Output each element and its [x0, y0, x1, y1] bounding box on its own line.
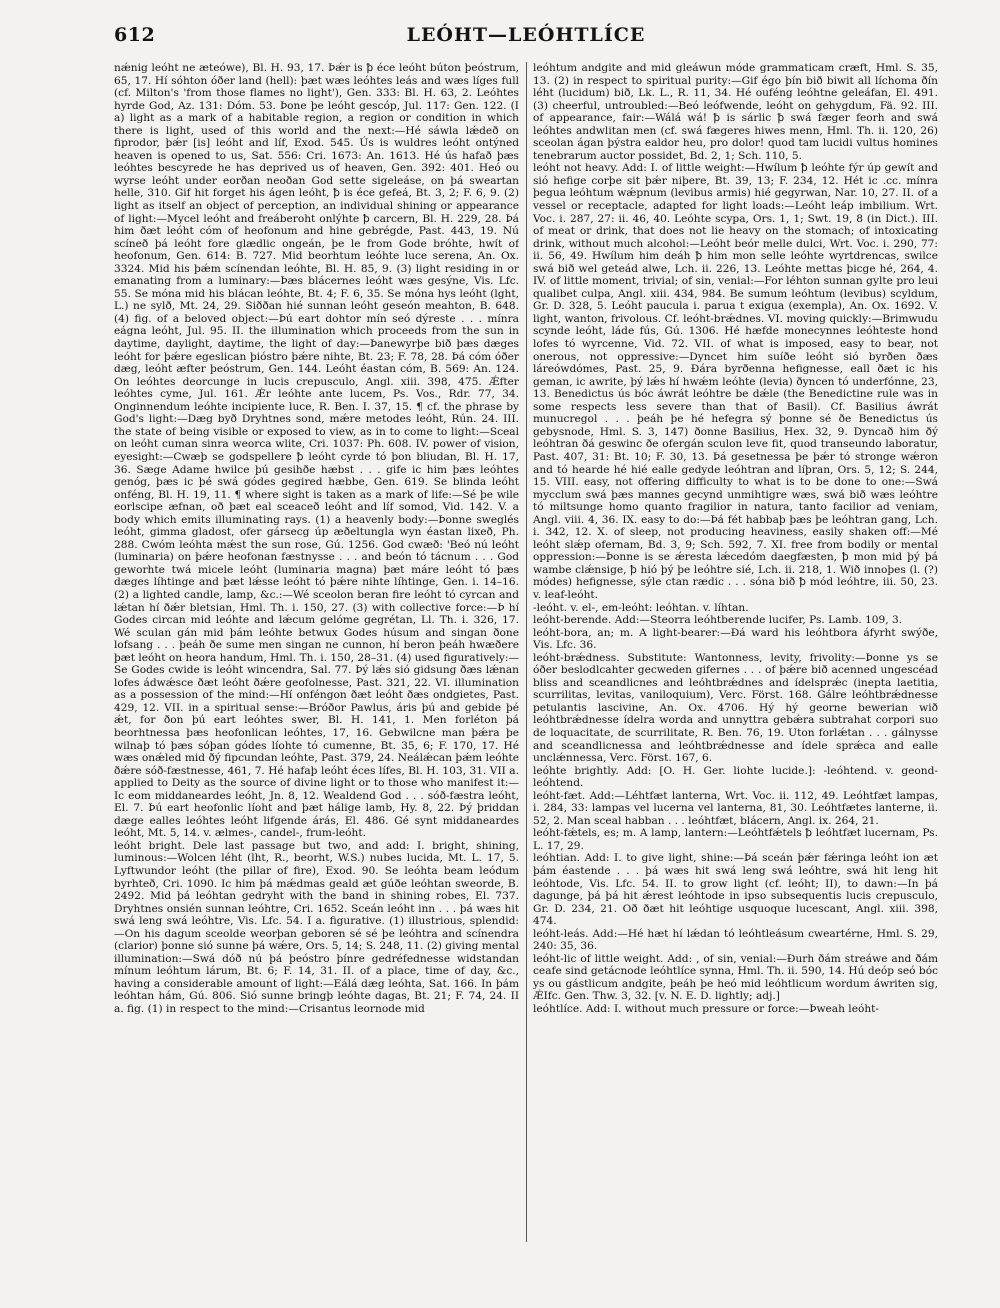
- entry-leohtlice: leóhtlíce. Add: I. without much pressure or force:—Þweah leóht-: [533, 1003, 879, 1016]
- entry-leoht-faet: leóht-fæt. Add:—Léhtfæt lanterna, Wrt. Voc. ii. 112, 49. Leóhtfæt lampas, i. 284, 33: lampas vel lucerna vel lanterna, 81, 30. Leóhtfætes lanterne, ii. 52, 2. Man sceal habban . . . leóhtfæt, blácern, Angl. ix. 264, 21.: [533, 789, 938, 827]
- entry-text: nǽnig leóht ne æteówe), Bl. H. 93, 17. Þǽr is ꝥ éce leóht búton þeóstrum, 65, 17. Hí sóhton óðer land (hell): þæt wæs leóhtes leás and wæs líges full (cf. Milton's 'from those flames no light'), Gen. 333: Bl. H. 63, 2. Leóhtes hyrde God, Az. 131: Dóm. 53. Þone þe leóht gescóp, Jul. 117: Gen. 122. (I a) light as a mark of a habitable region, a region or condition in which there is light, used of this world and the next:—Hé sáwla lǽdeð on fiprodor, þǽr [is] leóht and líf, Exod. 545. Ús is wuldres leóht ontýned heaven is opened to us, Sat. 556: Cri. 1673: An. 1613. Hé ús hafað þæs leóhtes bescyrede he has deprived us of heaven, Gen. 392: 401. Heó ou wyrse leóht under eorðan neoðan God sette sigeleáse, on þá sweartan helle, 310. Gif hit forget his ágen leóht, ꝥ is éce gefeá, Bt. 3, 2; F. 6, 9. (2) light as itself an object of perception, an individual shining or appearance of light:—Mycel leóht and freáberoht onlýhte ꝥ carcern, Bl. H. 229, 28. Þá him ðæt leóht cóm of heofonum and hine gebrégde, Past. 443, 19. Nú scíneð þá leóht fore glædlic ongeán, þe le from Gode bróhte, hwít of heofonum, Gen. 614: B. 727. Mid beorhtum leóhte luce serena, An. Ox. 3324. Mid his þǽm scínendan leóhte, Bl. H. 85, 9. (3) light residing in or emanating from a luminary:—Þæs blácernes leóht wæs gesýne, Vis. Lfc. 55. Se móna mid his blácan leóhte, Bt. 4; F. 6, 35. Se móna hys leóht (lght, L.) ne sylð, Mt. 24, 29. Siððan hié sunnan leóht geseón meahton, B. 648. (4) fig. of a beloved object:—Þú eart dohtor mín seó dýreste . . . mínra eágna leóht, Jul. 95. II. the illumination which proceeds from the sun in daytime, daylight, daytime, the light of day:—Þanewyrþe bið þæs dæges leóht for þǽre egeslican þióstro þǽre nihte, Bt. 23; F. 78, 28. Þá cóm óðer dæg, leóht æfter þeóstrum, Gen. 144. Leóht éastan cóm, B. 569: An. 124. On leóhtes deorcunge in lucis crepusculo, Angl. xiii. 398, 475. Ǽfter leóhtes cyme, Jul. 161. Ǽr leóhte ante lucem, Ps. Vos., Rdr. 77, 34. Onginnendum leóhte incipiente luce, R. Ben. I. 37, 15. ¶ cf. the phrase by God's light:—Dæg byð Dryhtnes sond, mǽre metodes leóht, Rún. 24. III. the state of being visible or exposed to view, as in to come to light:—Sceal on leóht cuman sinra weorca wlite, Cri. 1037: Ph. 608. IV. power of vision, eyesight:—Cwæþ se godspellere ꝥ leóht cyrde tó þon bliudan, Bl. H. 17, 36. Sæge Adame hwilce þú gesihðe hæbst . . . gife ic him þæs leóhtes genóg, þæs ic þé swá gódes gegired hæbbe, Gen. 619. Se blinda leóht onféng, Bl. H. 19, 11. ¶ where sight is taken as a mark of life:—Sé þe wile eorlscipe æfnan, oð þæt eal sceaceð leóht and líf somod, Vid. 142. V. a body which emits illuminating rays. (1) a heavenly body:—Þonne sweglés leóht, gimma gladost, ofer gársecg úp æðeltungla wyn éastan lixeð, Ph. 288. Cwóm leóhta mǽst the sun rose, Gú. 1256. God cwæð: 'Beó nú leóht (luminaria) on þǽre heofonan fæstnysse . . . and beón tó tácnum . . . God geworhte twá micele leóht (luminaria magna) þæt máre leóht tó þæs dæges líhtinge and þæt lǽsse leóht tó þǽre nihte líhtinge, Gen. i. 14–16. (2) a lighted candle, lamp, &c.:—Wé sceolon beran fire leóht tó cyrcan and lǽtan hí ðǽr bletsian, Hml. Th. i. 150, 27. (3) with collective force:—Þ hí Godes circan mid leóhte and lǽcum gelóme gegrétan, Ll. Th. i. 326, 17. Wé sculan gán mid þám leóhte betwux Godes húsum and singan ðone lofsang . . . þeáh ðe sume men singan ne cunnon, hí beron þeáh hwæðere þæt leóht on heora handum, Hml. Th. i. 150, 28–31. (4) used figuratively:—Se Godes cwide is leóht wincendra, Sal. 77. Þý lǽs sió gidsung ðæs lǽnan lofes ádwǽsce ðæt leóht ðǽre geofolnesse, Past. 321, 22. VI. illumination as a possession of the mind:—Hí onféngon ðæt leóht ðæs ondgietes, Past. 429, 12. VII. in a spiritual sense:—Bróðor Pawlus, áris þú and gebide þé ǽt, for ðon þú eart leóhtes swer, Bl. H. 141, 1. Men forléton þá beorhtnessa þæs heofonlican leóhtes, 17, 16. Gebwilcne man þǽra þe wilnaþ tó þæs sóþan gódes líohte tó cumenne, Bt. 35, 6; F. 170, 17. Hé wæs onǽled mid ðý fipcundan leóhte, Past. 379, 24. Neálǽcan þǽm leóhte ðǽre sóð-fæstnesse, 461, 7. Hé hafaþ leóht éces lífes, Bl. H. 103, 31. VII a. applied to Deity as the source of divine light or to those who manifest it:—Ic eom middaneardes leóht, Jn. 8, 12. Wealdend God . . . sóð-fæstra leóht, El. 7. Þú eart heofonlic líoht and þæt hálige lamb, Hy. 8, 22. Þý þriddan dæge ealles leóhtes leóht lifgende árás, El. 486. Gé synt middaneardes leóht, Mt. 5, 14. v. ælmes-, candel-, frum-leóht.: [114, 62, 519, 840]
- page-number: 612: [114, 24, 156, 46]
- entry-leoht-leas: leóht-leás. Add:—Hé hæt hí lǽdan tó leóhtleásum cweartérne, Hml. S. 29, 240: 35, 36.: [533, 927, 938, 953]
- entry-leoht-bright: leóht bright. Dele last passage but two, and add: I. bright, shining, luminous:—Wolcen léht (lht, R., beorht, W.S.) nubes lucida, Mt. L. 17, 5. Lyftwundor leóht (the pillar of fire), Exod. 90. Se leóhta beam leódum byrhteð, Cri. 1090. Ic him þá mǽdmas geald æt gúðe leóhtan sweorde, B. 2492. Mid þá leóhtan gedryht with the band in shining robes, El. 737. Dryhtnes onsién sunnan leóhtre, Cri. 1652. Sceán leóht inn . . . þá wæs hit swá leng swá leóhtre, Vis. Lfc. 54. I a. figurative. (1) illustrious, splendid:—On his dagum sceolde weorþan geboren sé sé þe leóhtra and scínendra (clarior) þonne sió sunne þá wǽre, Ors. 5, 14; S. 248, 11. (2) giving mental illumination:—Swá dóð nú þá þeóstro þínre gedréfednesse widstandan mínum leóhtum lárum, Bt. 6; F. 14, 31. II. of a place, time of day, &c., having a considerable amount of light:—Eálá dæg leóhta, Sat. 166. In þám leóhtan hám, Gú. 806. Sió sunne bringþ leóhte dagas, Bt. 21; F. 74, 24. II a. fig. (1) in respect to the mind:—Crisantus leornode mid: [114, 839, 519, 1016]
- entry-leoht-suffix: -leóht. v. el-, em-leóht: leóhtan. v. líhtan.: [533, 601, 749, 614]
- entry-leoht-berende: leóht-berende. Add:—Steorra leóhtberende lucifer, Ps. Lamb. 109, 3.: [533, 614, 903, 627]
- entry-leoht-bora: leóht-bora, an; m. A light-bearer:—Ðá ward his leóhtbora áfyrht swýðe, Vis. Lfc. 36.: [533, 626, 938, 652]
- entry-leohte: leóhte brightly. Add: [O. H. Ger. liohte lucide.]: -leóhtend. v. geond-leóhtend.: [533, 764, 938, 790]
- entry-leoht-lic: leóht-lic of little weight. Add: , of sin, venial:—Ðurh ðám streáwe and ðám ceafe sind getácnode leóhtlíce synna, Hml. Th. ii. 590, 14. Hú deóp seó bóc ys ou gástlicum andgite, þeáh þe heó mid leóhtlicum wordum áwriten sig, ǼIfc. Gen. Thw. 3, 32. [v. N. E. D. lightly; adj.]: [533, 952, 938, 1003]
- entry-leoht-faetels: leóht-fǽtels, es; m. A lamp, lantern:—Leóhtfǽtels ꝥ leóhtfæt lucernam, Ps. L. 17, 29.: [533, 827, 938, 852]
- left-column: [114, 62, 519, 1242]
- entry-leohtian: leóhtian. Add: I. to give light, shine:—Þá sceán þǽr fǽringa leóht ion æt þám éastende . . . þá wæs hit swá leng swá leóhtre, swá hit leng hit leóhtode, Vis. Lfc. 54. II. to grow light (cf. leóht; II), to dawn:—In þá dagunge, þá þá hit ǽrest leóhtode in ipso subsequentis lucis crepusculo, Gr. D. 234, 21. Oð ðæt hit leóhtige usquoque lucescant, Angl. xiii. 398, 474.: [533, 852, 938, 928]
- right-column: [533, 62, 938, 1242]
- entry-leoht-not-heavy: leóht not heavy. Add: I. of little weight:—Hwílum ꝥ leóhte fýr úp gewít and sió hefige corþe sit þǽr niþere, Bt. 39, 13; F. 234, 12. Hét ic .cc. mínra þegua leóhtum wǽpnum (levibus armis) hié gegyrwan, Nar. 10, 27. II. of a vessel or receptacle, adapted for light loads:—Leóht leáp imbilium. Wrt. Voc. i. 287, 27: ii. 46, 40. Leóhte scypa, Ors. 1, 1; Swt. 19, 8 (in Dict.). III. of meat or drink, that does not lie heavy on the stomach; of intoxicating drink, without much alcohol:—Leóht beór melle dulci, Wrt. Voc. i. 290, 77: ii. 56, 49. Hwílum him deáh ꝥ him mon selle leóhte wyrtdrencas, swilce swá bið wel geteád alwe, Lch. ii. 226, 13. Leóhte mettas þicge hé, 264, 4. IV. of little moment, trivial; of sin, venial:—For léhton sunnan gylte pro leui qualibet culpa, Angl. xiii. 434, 984. Be sumum leóhtum (levibus) scyldum, Gr. D. 328, 5. Leóht paucula i. parua t exigua (exempla), An. Ox. 1692. V. light, wanton, frivolous. Cf. leóht-brǽdnes. VI. moving quickly:—Brimwudu scynde leóht, láde fús, Gú. 1306. Hé hæfde monecynnes leóhteste hond lofes tó wyrcenne, Vid. 72. VII. of what is imposed, easy to bear, not onerous, not oppressive:—Dyncet him suíðe leóht sió byrðen ðæs láreówdómes, Past. 25, 9. Ðára byrðenna hefignesse, eall ðæt ic his geman, ic awrite, þý lǽs hí hwǽm leóhte (levia) ðyncen tó underfónne, 23, 13. Benedictus ús bóc áwrát leóhtre be dǽle (the Benedictine rule was in some respects less severe than that of Basil). Cf. Basilius áwrát munucregol . . . þeáh þe hé hefegra sý þonne sé ðe Benedictus ús gebysnode, Hml. S. 3, 147) ðonne Basilius, Hex. 32, 9. Dyncað him ðý leóhtran ðá geswinc ðe ofergán sculon leve fit, quod transeundo laboratur, Past. 407, 31: Bt. 10; F. 30, 13. Þá gesetnessa þe þǽr tó stronge wǽron and tó hearde hé hié ealle gedyde leóhtran and líþran, Ors. 5, 12; S. 244, 15. VIII. easy, not offering difficulty to what is to be done to one:—Swá mycclum swá þæs mannes gecynd unmihtigre wæs, swá bið wæs leóhtre tó miltsunge homo quanto fragilior in natura, tanto facilior ad veniam, Angl. viii. 4, 36. IX. easy to do:—Þá fét habbaþ þæs þe leóhtran gang, Lch. i. 342, 12. X. of sleep, not producing heaviness, easily shaken off:—Mé leóht slǽp ofernam, Bd. 3, 9; Sch. 592, 7. XI. free from bodily or mental oppression:—Þonne is se ǽresta lǽcedóm daegfæsten, ꝥ mon mid þý þá wambe clǽnsige, ꝥ hió þý þe leóhtre sié, Lch. ii. 218, 1. Wið innoþes (l. (?) módes) hefignesse, sýle ctan rædic . . . sóna bið ꝥ mód leóhtre, iii. 50, 23. v. leaf-leóht.: [533, 162, 938, 601]
- running-head: LEÓHT—LEÓHTLÍCE: [406, 24, 646, 46]
- entry-text: leóhtum andgite and mid gleáwun móde grammaticam cræft, Hml. S. 35, 13. (2) in respect to spiritual purity:—Gif égo þín bið biwit all líchoma ðín léht (lucidum) bið, Lk. L., R. 11, 34. Hé ouféng leóhtne geleáfan, El. 491. (3) cheerful, untroubled:—Beó leófwende, leóht on gehygdum, Fä. 92. III. of appearance, fair:—Wálá wá! ꝥ is sárlic ꝥ swá fæger feorh and swá leóhtes andwlitan men (cf. swá fægeres hiwes menn, Hml. Th. ii. 120, 26) sceolan ágan þýstra ealdor heu, pro dolor! quod tam lucidi vultus homines tenebrarum auctor possidet, Bd. 2, 1; Sch. 110, 5.: [533, 62, 938, 162]
- column-divider: [526, 62, 527, 1242]
- page-header: [114, 24, 938, 54]
- entry-leoht-braedness: leóht-brǽdness. Substitute: Wantonness, levity, frivolity:—Þonne ys se óðer beslodlcahter gecweden gifernes . . . of þǽre bið acenned ungescéad bliss and sceandlicnes and leóhtbrǽdnes and ídelsprǽc (inepta laetitia, scurrilitas, levitas, vaniloquium), Verc. Först. 168. Gálre leóhtbrǽdnesse petulantis lascivine, An. Ox. 4706. Hý hý georne bewerian wið leóhtbrǽdnesse ídelra worda and unnyttra gebǽra subtrahat corpori suo de loquacitate, de scurrilitate, R. Ben. 76, 19. Uton forlǽtan . . . gálnysse and sceandlicnessa and leóhtbrǽdnesse and ídele sprǽca and ealle unclǽnnessa, Verc. Först. 167, 6.: [533, 651, 938, 765]
